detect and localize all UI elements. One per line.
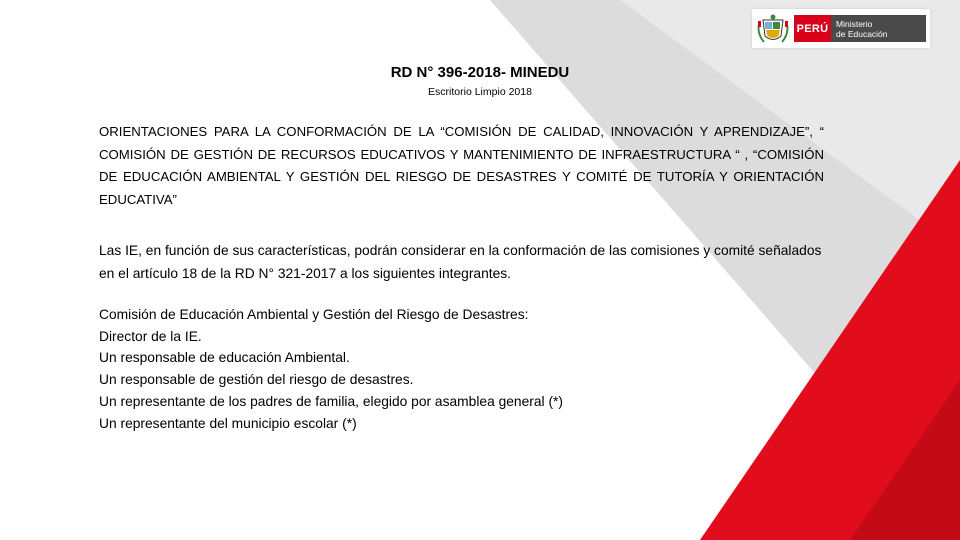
document-subtitle: Escritorio Limpio 2018 xyxy=(428,86,532,98)
logo-country-label: PERÚ xyxy=(794,15,831,42)
list-item: Un representante de los padres de familia, elegido por asamblea general (*) xyxy=(99,393,564,409)
list-heading: Comisión de Educación Ambiental y Gestión del Riesgo de Desastres: xyxy=(99,307,529,322)
list-item: Un representante del municipio escolar (*) xyxy=(99,415,357,431)
logo-ministry-label xyxy=(831,15,926,42)
document-title: RD N° 396-2018- MINEDU xyxy=(390,64,570,81)
commission-members-list xyxy=(99,304,819,434)
peru-coat-of-arms-icon xyxy=(756,12,790,46)
list-item: Director de la IE. xyxy=(99,328,202,344)
minedu-logo xyxy=(752,9,930,48)
integrants-paragraph: Las IE, en función de sus características, podrán considerar en la conformación de las comisiones y comité señalados en el artículo 18 de la RD N° 321-2017 a los siguientes integrantes. xyxy=(99,243,822,281)
logo-ministry-line2: de Educación xyxy=(836,29,888,39)
logo-ministry-line1: Ministerio xyxy=(836,19,873,29)
list-item: Un responsable de educación Ambiental. xyxy=(99,350,350,366)
list-item: Un responsable de gestión del riesgo de desastres. xyxy=(99,372,414,388)
orientations-paragraph: ORIENTACIONES PARA LA CONFORMACIÓN DE LA “COMISIÓN DE CALIDAD, INNOVACIÓN Y APRENDIZAJE”, “ COMISIÓN DE GESTIÓN DE RECURSOS EDUCATIVOS Y MANTENIMIENTO DE INFRAESTRUCTURA “ , “COMISIÓN DE EDUCACIÓN AMBIENTAL Y GESTIÓN DEL RIESGO DE DESASTRES Y COMITÉ DE TUTORÍA Y ORIENTACIÓN EDUCATIVA” xyxy=(99,124,824,208)
